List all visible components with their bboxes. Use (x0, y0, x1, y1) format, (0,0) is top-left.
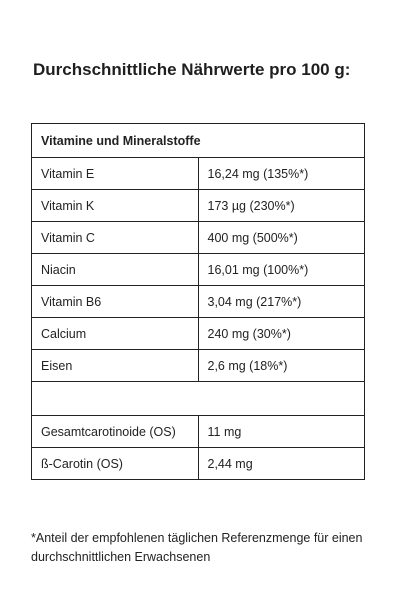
table-header: Vitamine und Mineralstoffe (32, 124, 365, 158)
table-row (32, 222, 365, 254)
table-row (32, 190, 365, 222)
table-header-row (32, 124, 365, 158)
page-title: Durchschnittliche Nährwerte pro 100 g: (33, 60, 351, 79)
table-row (32, 158, 365, 190)
nutrient-value: 2,44 mg (198, 448, 365, 480)
table-row (32, 286, 365, 318)
nutrient-value: 400 mg (500%*) (198, 222, 365, 254)
nutrient-value: 173 µg (230%*) (198, 190, 365, 222)
nutrient-value: 16,24 mg (135%*) (198, 158, 365, 190)
nutrient-name: ß-Carotin (OS) (32, 448, 199, 480)
table-row (32, 448, 365, 480)
nutrition-table (31, 123, 365, 480)
nutrient-name: Niacin (32, 254, 199, 286)
table-row (32, 416, 365, 448)
table-spacer-row (32, 382, 365, 416)
nutrient-value: 2,6 mg (18%*) (198, 350, 365, 382)
nutrient-name: Vitamin E (32, 158, 199, 190)
nutrient-name: Gesamtcarotinoide (OS) (32, 416, 199, 448)
nutrient-value: 16,01 mg (100%*) (198, 254, 365, 286)
nutrient-name: Eisen (32, 350, 199, 382)
table-row (32, 350, 365, 382)
nutrient-name: Vitamin C (32, 222, 199, 254)
nutrient-value: 11 mg (198, 416, 365, 448)
table-row (32, 254, 365, 286)
nutrient-name: Calcium (32, 318, 199, 350)
footnote: *Anteil der empfohlenen täglichen Referenzmenge für einen durchschnittlichen Erwachsenen (31, 531, 363, 564)
nutrient-value: 3,04 mg (217%*) (198, 286, 365, 318)
nutrient-name: Vitamin B6 (32, 286, 199, 318)
empty-cell (32, 382, 365, 416)
nutrient-value: 240 mg (30%*) (198, 318, 365, 350)
table-row (32, 318, 365, 350)
nutrient-name: Vitamin K (32, 190, 199, 222)
